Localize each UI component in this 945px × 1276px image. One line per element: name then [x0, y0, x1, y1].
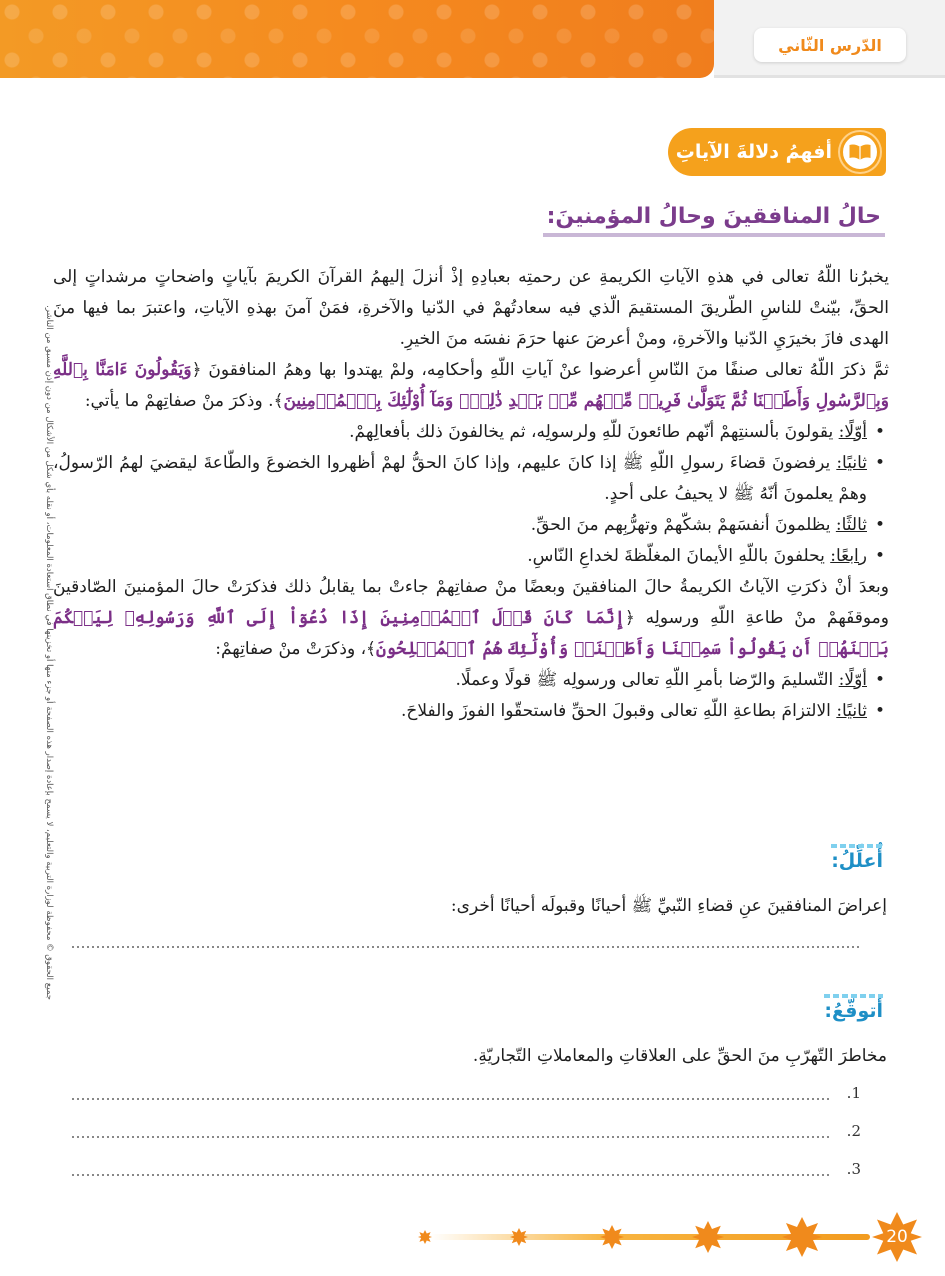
activity-justify-prompt: إعراضَ المنافقينَ عنِ قضاءِ النّبيِّ ﷺ أحيانًا وقبولَه أحيانًا أخرى: — [450, 896, 887, 916]
lesson-body — [53, 262, 889, 727]
lesson-label: الدّرس الثّاني — [754, 28, 906, 62]
answer-number: 1. — [846, 1084, 861, 1102]
section-badge — [668, 128, 886, 176]
answer-item — [831, 1160, 861, 1178]
activity-justify-title: أُعلِّلُ: — [831, 850, 883, 872]
hypocrites-traits-list — [53, 417, 889, 572]
answer-line[interactable] — [72, 1136, 832, 1138]
open-book-icon — [840, 132, 880, 172]
star-ornament-icon — [692, 1221, 724, 1253]
section-badge-label: أفهمُ دلالةَ الآياتِ — [675, 141, 832, 163]
answer-item — [831, 1122, 861, 1140]
paragraph-hypocrites: ثمَّ ذكرَ اللّهُ تعالى صنفًا منَ النّاسِ أعرضوا عنْ آياتِ اللّهِ وأحكامِه، ولمْ يهتدوا بها وهمُ المنافقونَ ﴿وَيَقُولُونَ ءَامَنَّا بِٱللَّهِ وَبِٱلرَّسُولِ وَأَطَعۡنَا ثُمَّ يَتَوَلَّىٰ فَرِيقٞ مِّنۡهُم مِّنۢ بَعۡدِ ذَٰلِكَۚ وَمَآ أُوْلَٰٓئِكَ بِٱلۡمُؤۡمِنِينَ﴾. وذكرَ منْ صفاتِهمْ ما يأتي: — [53, 360, 889, 411]
activity-predict-prompt: مخاطرَ التّهرّبِ منَ الحقِّ على العلاقاتِ والمعاملاتِ التّجاريّةِ. — [472, 1046, 887, 1066]
star-ornament-icon — [510, 1228, 528, 1246]
copyright-text: جميع الحقوق © محفوظة لوزارة التربية والتعليم، لا يسمح بإعادة إصدار هذه الصفحة أو جزء منها أو تخزينها في نطاق استعادة المعلومات، أو نقله بأي شكل من الأشكال من دون إذن مسبق من الناشر. — [44, 305, 54, 1000]
answer-line[interactable] — [72, 1174, 832, 1176]
page-number-badge — [872, 1212, 922, 1262]
answer-line[interactable] — [72, 1098, 832, 1100]
answer-line[interactable] — [72, 946, 862, 948]
paragraph-intro: يخبرُنا اللّهُ تعالى في هذهِ الآياتِ الكريمةِ عن رحمتِه بعبادِهِ إذْ أنزلَ إليهمُ القرآنَ الكريمَ بآياتٍ واضحاتٍ مرشداتٍ إلى الحقِّ، بيّنتْ للناسِ الطّريقَ المستقيمَ الّذي فيه سعادتُهمْ في الدّنيا والآخرةِ، فمَنْ آمنَ بهذهِ الآياتِ، واعتبرَ بما فيها منَ الهدى فازَ بخيرَيِ الدّنيا والآخرةِ، ومنْ أعرضَ عنها حرَمَ نفسَه منَ الخيرِ. — [53, 267, 889, 349]
activity-predict-title: أتوقّعُ: — [824, 1000, 883, 1022]
answer-item — [831, 1084, 861, 1102]
believers-traits-list — [53, 665, 889, 727]
list-item: • ثانيًا: يرفضونَ قضاءَ رسولِ اللّهِ ﷺ إذا كانَ عليهم، وإذا كانَ الحقُّ لهمْ أظهروا الخضوعَ والطّاعةَ ليقضيَ لهمُ الرّسولُ، وهمْ يعلمونَ أنّهُ ﷺ لا يحيفُ على أحدٍ. — [53, 448, 889, 510]
quran-verse-hypocrites: وَيَقُولُونَ ءَامَنَّا بِٱللَّهِ وَبِٱلرَّسُولِ وَأَطَعۡنَا ثُمَّ يَتَوَلَّىٰ فَرِيقٞ مِّنۡهُم مِّنۢ بَعۡدِ ذَٰلِكَۚ وَمَآ أُوْلَٰٓئِكَ بِٱلۡمُؤۡمِنِينَ — [53, 360, 889, 411]
header-banner — [0, 0, 714, 78]
list-item: • أوّلًا: التّسليمَ والرّضا بأمرِ اللّهِ تعالى ورسولِه ﷺ قولًا وعملًا. — [53, 665, 889, 696]
answer-number: 2. — [846, 1122, 861, 1140]
list-item: • أوّلًا: يقولونَ بألسنتِهمْ أنّهم طائعونَ للّهِ ولرسولِه، ثم يخالفونَ ذلك بأفعالِهمْ. — [53, 417, 889, 448]
quran-verse-believers: إِنَّمَا كَانَ قَوۡلَ ٱلۡمُؤۡمِنِينَ إِذَا دُعُوٓاْ إِلَى ٱللَّهِ وَرَسُولِهِۦ لِيَحۡكُمَ بَيۡنَهُمۡ أَن يَقُولُواْ سَمِعۡنَا وَأَطَعۡنَاۚ وَأُوْلَٰٓئِكَ هُمُ ٱلۡمُفۡلِحُونَ — [53, 608, 889, 659]
paragraph-believers: وبعدَ أنْ ذكرَتِ الآياتُ الكريمةُ حالَ المنافقينَ وبعضًا منْ صفاتِهمْ جاءتْ بما يقابلُ ذلك فذكرَتْ حالَ المؤمنينَ الصّادقينَ وموقفَهمْ منْ طاعةِ اللّهِ ورسولِه ﴿إِنَّمَا كَانَ قَوۡلَ ٱلۡمُؤۡمِنِينَ إِذَا دُعُوٓاْ إِلَى ٱللَّهِ وَرَسُولِهِۦ لِيَحۡكُمَ بَيۡنَهُمۡ أَن يَقُولُواْ سَمِعۡنَا وَأَطَعۡنَاۚ وَأُوْلَٰٓئِكَ هُمُ ٱلۡمُفۡلِحُونَ﴾، وذكرَتْ منْ صفاتِهمْ: — [53, 577, 889, 659]
list-item: • ثانيًا: الالتزامَ بطاعةِ اللّهِ تعالى وقبولَ الحقِّ فاستحقّوا الفوزَ والفلاحَ. — [53, 696, 889, 727]
answer-number: 3. — [846, 1160, 861, 1178]
page-number: 20 — [886, 1227, 908, 1247]
section-heading: حالُ المنافقينَ وحالُ المؤمنينَ: — [543, 204, 885, 237]
list-item: • رابعًا: يحلفونَ باللّهِ الأيمانَ المغلّظةَ لخداعِ النّاسِ. — [53, 541, 889, 572]
star-ornament-icon — [600, 1225, 624, 1249]
star-ornament-icon — [782, 1217, 822, 1257]
list-item: • ثالثًا: يظلمونَ أنفسَهمْ بشكّهمْ وتهرُّبِهم منَ الحقِّ. — [53, 510, 889, 541]
star-ornament-icon — [418, 1230, 432, 1244]
